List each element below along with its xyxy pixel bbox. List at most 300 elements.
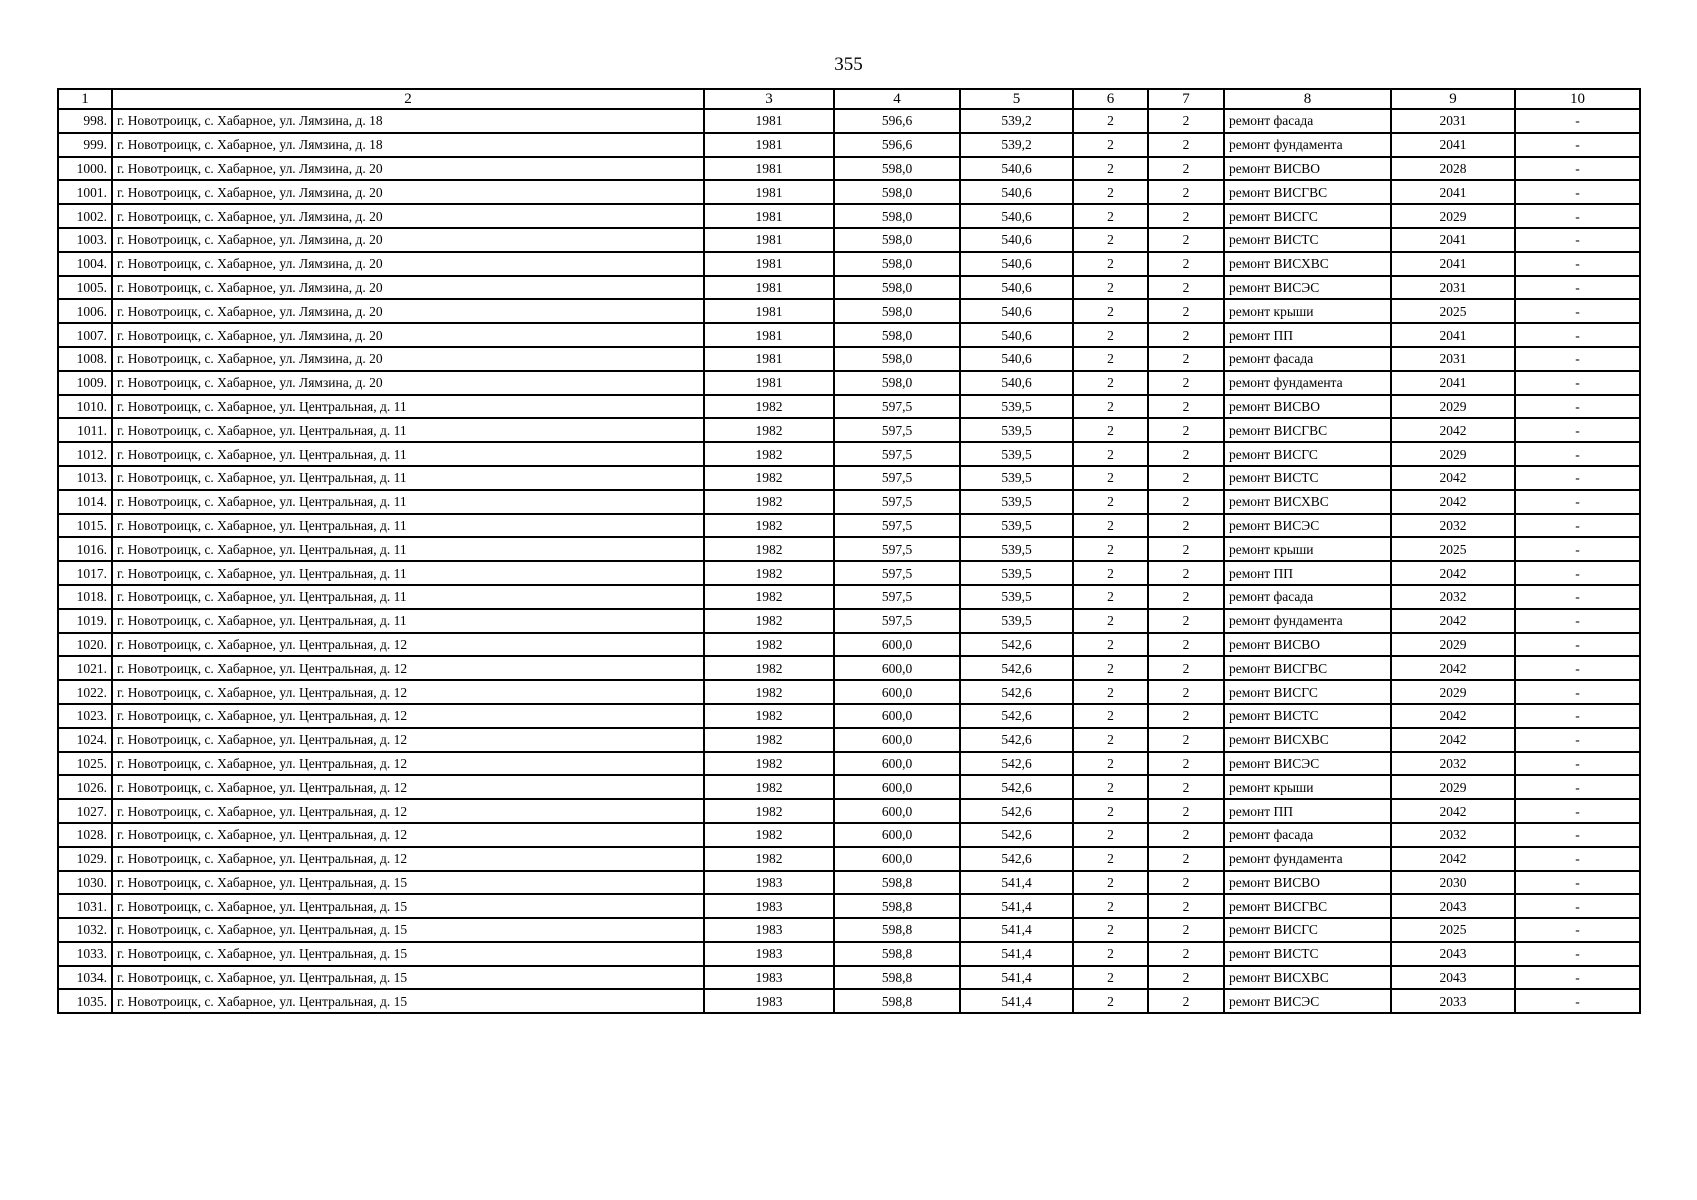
table-row (58, 633, 1640, 657)
table-row (58, 966, 1640, 990)
column-6-cell: 2 (1073, 633, 1148, 657)
column-6-cell: 2 (1073, 323, 1148, 347)
year-built-cell: 1982 (704, 537, 834, 561)
living-area-cell: 542,6 (960, 656, 1073, 680)
planned-year-cell: 2029 (1391, 633, 1515, 657)
table-row (58, 442, 1640, 466)
address-cell: г. Новотроицк, с. Хабарное, ул. Центральная, д. 15 (112, 989, 704, 1013)
column-7-cell: 2 (1148, 728, 1224, 752)
living-area-cell: 542,6 (960, 752, 1073, 776)
total-area-cell: 597,5 (834, 561, 960, 585)
row-number-cell: 1022. (58, 680, 112, 704)
row-number-cell: 999. (58, 133, 112, 157)
planned-year-cell: 2041 (1391, 180, 1515, 204)
column-10-cell: - (1515, 966, 1640, 990)
column-7-cell: 2 (1148, 680, 1224, 704)
column-6-cell: 2 (1073, 704, 1148, 728)
work-type-cell: ремонт ВИСВО (1224, 157, 1391, 181)
column-6-cell: 2 (1073, 656, 1148, 680)
table-row (58, 418, 1640, 442)
row-number-cell: 998. (58, 109, 112, 133)
row-number-cell: 1010. (58, 395, 112, 419)
planned-year-cell: 2025 (1391, 537, 1515, 561)
year-built-cell: 1982 (704, 823, 834, 847)
work-type-cell: ремонт ВИСЭС (1224, 989, 1391, 1013)
column-10-cell: - (1515, 109, 1640, 133)
column-7-cell: 2 (1148, 585, 1224, 609)
living-area-cell: 539,5 (960, 442, 1073, 466)
row-number-cell: 1018. (58, 585, 112, 609)
living-area-cell: 539,5 (960, 561, 1073, 585)
work-type-cell: ремонт фасада (1224, 585, 1391, 609)
table-row (58, 989, 1640, 1013)
table-row (58, 204, 1640, 228)
total-area-cell: 598,0 (834, 299, 960, 323)
total-area-cell: 598,8 (834, 942, 960, 966)
column-6-cell: 2 (1073, 775, 1148, 799)
table-row (58, 918, 1640, 942)
year-built-cell: 1983 (704, 894, 834, 918)
living-area-cell: 539,5 (960, 395, 1073, 419)
row-number-cell: 1024. (58, 728, 112, 752)
address-cell: г. Новотроицк, с. Хабарное, ул. Лямзина, д. 20 (112, 252, 704, 276)
column-7-cell: 2 (1148, 204, 1224, 228)
column-7-cell: 2 (1148, 942, 1224, 966)
work-type-cell: ремонт ПП (1224, 799, 1391, 823)
column-7-cell: 2 (1148, 894, 1224, 918)
table-row (58, 680, 1640, 704)
column-6-cell: 2 (1073, 537, 1148, 561)
planned-year-cell: 2029 (1391, 442, 1515, 466)
column-10-cell: - (1515, 680, 1640, 704)
living-area-cell: 540,6 (960, 157, 1073, 181)
total-area-cell: 600,0 (834, 704, 960, 728)
column-7-cell: 2 (1148, 918, 1224, 942)
column-6-cell: 2 (1073, 966, 1148, 990)
address-cell: г. Новотроицк, с. Хабарное, ул. Центральная, д. 12 (112, 823, 704, 847)
row-number-cell: 1011. (58, 418, 112, 442)
column-6-cell: 2 (1073, 894, 1148, 918)
row-number-cell: 1004. (58, 252, 112, 276)
table-row (58, 871, 1640, 895)
planned-year-cell: 2043 (1391, 966, 1515, 990)
address-cell: г. Новотроицк, с. Хабарное, ул. Лямзина, д. 18 (112, 109, 704, 133)
column-10-cell: - (1515, 775, 1640, 799)
planned-year-cell: 2042 (1391, 609, 1515, 633)
table-row (58, 609, 1640, 633)
total-area-cell: 600,0 (834, 823, 960, 847)
year-built-cell: 1982 (704, 466, 834, 490)
row-number-cell: 1013. (58, 466, 112, 490)
living-area-cell: 541,4 (960, 894, 1073, 918)
column-7-cell: 2 (1148, 347, 1224, 371)
column-7-cell: 2 (1148, 656, 1224, 680)
column-6-cell: 2 (1073, 228, 1148, 252)
living-area-cell: 539,5 (960, 514, 1073, 538)
address-cell: г. Новотроицк, с. Хабарное, ул. Центральная, д. 12 (112, 633, 704, 657)
address-cell: г. Новотроицк, с. Хабарное, ул. Центральная, д. 11 (112, 585, 704, 609)
column-10-cell: - (1515, 514, 1640, 538)
work-type-cell: ремонт фундамента (1224, 133, 1391, 157)
address-cell: г. Новотроицк, с. Хабарное, ул. Лямзина, д. 20 (112, 180, 704, 204)
column-header-3: 3 (704, 89, 834, 109)
table-row (58, 561, 1640, 585)
year-built-cell: 1981 (704, 323, 834, 347)
living-area-cell: 540,6 (960, 371, 1073, 395)
table-row (58, 466, 1640, 490)
row-number-cell: 1014. (58, 490, 112, 514)
year-built-cell: 1981 (704, 276, 834, 300)
work-type-cell: ремонт крыши (1224, 775, 1391, 799)
column-10-cell: - (1515, 847, 1640, 871)
living-area-cell: 539,5 (960, 418, 1073, 442)
total-area-cell: 598,0 (834, 323, 960, 347)
planned-year-cell: 2030 (1391, 871, 1515, 895)
table-row (58, 847, 1640, 871)
column-6-cell: 2 (1073, 395, 1148, 419)
living-area-cell: 539,2 (960, 109, 1073, 133)
address-cell: г. Новотроицк, с. Хабарное, ул. Центральная, д. 15 (112, 966, 704, 990)
address-cell: г. Новотроицк, с. Хабарное, ул. Лямзина, д. 20 (112, 157, 704, 181)
column-7-cell: 2 (1148, 157, 1224, 181)
column-10-cell: - (1515, 585, 1640, 609)
column-7-cell: 2 (1148, 109, 1224, 133)
column-10-cell: - (1515, 323, 1640, 347)
work-type-cell: ремонт фасада (1224, 109, 1391, 133)
living-area-cell: 540,6 (960, 204, 1073, 228)
row-number-cell: 1005. (58, 276, 112, 300)
work-type-cell: ремонт ВИСВО (1224, 395, 1391, 419)
column-10-cell: - (1515, 799, 1640, 823)
table-row (58, 371, 1640, 395)
living-area-cell: 539,5 (960, 466, 1073, 490)
column-7-cell: 2 (1148, 133, 1224, 157)
planned-year-cell: 2032 (1391, 514, 1515, 538)
year-built-cell: 1981 (704, 299, 834, 323)
planned-year-cell: 2041 (1391, 252, 1515, 276)
work-type-cell: ремонт ВИСВО (1224, 633, 1391, 657)
living-area-cell: 539,2 (960, 133, 1073, 157)
work-type-cell: ремонт ВИСЭС (1224, 514, 1391, 538)
work-type-cell: ремонт ВИСГС (1224, 918, 1391, 942)
year-built-cell: 1982 (704, 585, 834, 609)
table-row (58, 704, 1640, 728)
address-cell: г. Новотроицк, с. Хабарное, ул. Лямзина, д. 20 (112, 276, 704, 300)
work-type-cell: ремонт фундамента (1224, 847, 1391, 871)
column-10-cell: - (1515, 418, 1640, 442)
column-10-cell: - (1515, 823, 1640, 847)
planned-year-cell: 2032 (1391, 823, 1515, 847)
work-type-cell: ремонт ВИСТС (1224, 228, 1391, 252)
table-row (58, 395, 1640, 419)
total-area-cell: 598,0 (834, 252, 960, 276)
total-area-cell: 597,5 (834, 442, 960, 466)
table-row (58, 228, 1640, 252)
living-area-cell: 542,6 (960, 633, 1073, 657)
address-cell: г. Новотроицк, с. Хабарное, ул. Центральная, д. 11 (112, 537, 704, 561)
column-7-cell: 2 (1148, 989, 1224, 1013)
total-area-cell: 598,0 (834, 228, 960, 252)
living-area-cell: 542,6 (960, 847, 1073, 871)
planned-year-cell: 2041 (1391, 323, 1515, 347)
planned-year-cell: 2041 (1391, 371, 1515, 395)
total-area-cell: 597,5 (834, 466, 960, 490)
address-cell: г. Новотроицк, с. Хабарное, ул. Центральная, д. 15 (112, 942, 704, 966)
table-row (58, 276, 1640, 300)
total-area-cell: 597,5 (834, 585, 960, 609)
total-area-cell: 597,5 (834, 395, 960, 419)
column-10-cell: - (1515, 656, 1640, 680)
table-header (58, 89, 1640, 109)
year-built-cell: 1982 (704, 442, 834, 466)
address-cell: г. Новотроицк, с. Хабарное, ул. Лямзина, д. 20 (112, 228, 704, 252)
column-header-5: 5 (960, 89, 1073, 109)
work-type-cell: ремонт ВИСТС (1224, 942, 1391, 966)
row-number-cell: 1008. (58, 347, 112, 371)
living-area-cell: 540,6 (960, 299, 1073, 323)
address-cell: г. Новотроицк, с. Хабарное, ул. Центральная, д. 12 (112, 680, 704, 704)
year-built-cell: 1981 (704, 157, 834, 181)
column-header-7: 7 (1148, 89, 1224, 109)
address-cell: г. Новотроицк, с. Хабарное, ул. Центральная, д. 11 (112, 514, 704, 538)
total-area-cell: 600,0 (834, 752, 960, 776)
work-type-cell: ремонт ВИСГВС (1224, 894, 1391, 918)
year-built-cell: 1981 (704, 252, 834, 276)
header-row (58, 89, 1640, 109)
column-10-cell: - (1515, 942, 1640, 966)
planned-year-cell: 2041 (1391, 133, 1515, 157)
column-6-cell: 2 (1073, 680, 1148, 704)
column-7-cell: 2 (1148, 228, 1224, 252)
column-6-cell: 2 (1073, 728, 1148, 752)
total-area-cell: 596,6 (834, 109, 960, 133)
table-row (58, 514, 1640, 538)
column-6-cell: 2 (1073, 418, 1148, 442)
address-cell: г. Новотроицк, с. Хабарное, ул. Центральная, д. 11 (112, 466, 704, 490)
column-header-6: 6 (1073, 89, 1148, 109)
column-10-cell: - (1515, 276, 1640, 300)
table-row (58, 157, 1640, 181)
column-6-cell: 2 (1073, 180, 1148, 204)
planned-year-cell: 2042 (1391, 561, 1515, 585)
column-10-cell: - (1515, 989, 1640, 1013)
work-type-cell: ремонт ВИСГВС (1224, 656, 1391, 680)
table-row (58, 942, 1640, 966)
total-area-cell: 598,8 (834, 989, 960, 1013)
work-type-cell: ремонт ПП (1224, 561, 1391, 585)
planned-year-cell: 2029 (1391, 680, 1515, 704)
year-built-cell: 1983 (704, 871, 834, 895)
row-number-cell: 1016. (58, 537, 112, 561)
column-6-cell: 2 (1073, 299, 1148, 323)
address-cell: г. Новотроицк, с. Хабарное, ул. Центральная, д. 12 (112, 847, 704, 871)
column-7-cell: 2 (1148, 442, 1224, 466)
work-type-cell: ремонт фасада (1224, 347, 1391, 371)
column-6-cell: 2 (1073, 847, 1148, 871)
living-area-cell: 540,6 (960, 180, 1073, 204)
column-7-cell: 2 (1148, 418, 1224, 442)
column-6-cell: 2 (1073, 466, 1148, 490)
year-built-cell: 1982 (704, 847, 834, 871)
table-row (58, 180, 1640, 204)
planned-year-cell: 2028 (1391, 157, 1515, 181)
column-7-cell: 2 (1148, 299, 1224, 323)
total-area-cell: 600,0 (834, 847, 960, 871)
work-type-cell: ремонт ВИСТС (1224, 466, 1391, 490)
year-built-cell: 1981 (704, 133, 834, 157)
table-row (58, 347, 1640, 371)
column-header-4: 4 (834, 89, 960, 109)
total-area-cell: 598,0 (834, 157, 960, 181)
address-cell: г. Новотроицк, с. Хабарное, ул. Центральная, д. 12 (112, 775, 704, 799)
column-7-cell: 2 (1148, 252, 1224, 276)
living-area-cell: 540,6 (960, 228, 1073, 252)
column-10-cell: - (1515, 252, 1640, 276)
column-7-cell: 2 (1148, 823, 1224, 847)
row-number-cell: 1023. (58, 704, 112, 728)
living-area-cell: 541,4 (960, 989, 1073, 1013)
total-area-cell: 600,0 (834, 680, 960, 704)
year-built-cell: 1982 (704, 633, 834, 657)
column-6-cell: 2 (1073, 942, 1148, 966)
column-6-cell: 2 (1073, 585, 1148, 609)
planned-year-cell: 2041 (1391, 228, 1515, 252)
column-10-cell: - (1515, 561, 1640, 585)
table-row (58, 752, 1640, 776)
total-area-cell: 598,0 (834, 371, 960, 395)
table-row (58, 299, 1640, 323)
total-area-cell: 598,8 (834, 918, 960, 942)
row-number-cell: 1003. (58, 228, 112, 252)
column-7-cell: 2 (1148, 323, 1224, 347)
column-10-cell: - (1515, 395, 1640, 419)
work-type-cell: ремонт фундамента (1224, 609, 1391, 633)
column-10-cell: - (1515, 918, 1640, 942)
row-number-cell: 1019. (58, 609, 112, 633)
row-number-cell: 1026. (58, 775, 112, 799)
year-built-cell: 1982 (704, 418, 834, 442)
total-area-cell: 598,8 (834, 871, 960, 895)
column-header-1: 1 (58, 89, 112, 109)
planned-year-cell: 2042 (1391, 799, 1515, 823)
year-built-cell: 1982 (704, 775, 834, 799)
work-type-cell: ремонт ВИСГВС (1224, 180, 1391, 204)
address-cell: г. Новотроицк, с. Хабарное, ул. Центральная, д. 11 (112, 561, 704, 585)
year-built-cell: 1982 (704, 656, 834, 680)
year-built-cell: 1982 (704, 395, 834, 419)
work-type-cell: ремонт ВИСХВС (1224, 252, 1391, 276)
total-area-cell: 598,8 (834, 966, 960, 990)
column-10-cell: - (1515, 228, 1640, 252)
address-cell: г. Новотроицк, с. Хабарное, ул. Центральная, д. 15 (112, 894, 704, 918)
living-area-cell: 542,6 (960, 823, 1073, 847)
address-cell: г. Новотроицк, с. Хабарное, ул. Центральная, д. 11 (112, 609, 704, 633)
table-row (58, 490, 1640, 514)
total-area-cell: 597,5 (834, 609, 960, 633)
row-number-cell: 1012. (58, 442, 112, 466)
table-row (58, 109, 1640, 133)
living-area-cell: 540,6 (960, 347, 1073, 371)
column-10-cell: - (1515, 180, 1640, 204)
address-cell: г. Новотроицк, с. Хабарное, ул. Центральная, д. 12 (112, 656, 704, 680)
column-6-cell: 2 (1073, 157, 1148, 181)
row-number-cell: 1015. (58, 514, 112, 538)
year-built-cell: 1981 (704, 180, 834, 204)
total-area-cell: 600,0 (834, 799, 960, 823)
row-number-cell: 1033. (58, 942, 112, 966)
column-header-9: 9 (1391, 89, 1515, 109)
column-7-cell: 2 (1148, 490, 1224, 514)
column-10-cell: - (1515, 299, 1640, 323)
address-cell: г. Новотроицк, с. Хабарное, ул. Центральная, д. 12 (112, 704, 704, 728)
table-row (58, 323, 1640, 347)
work-type-cell: ремонт ПП (1224, 323, 1391, 347)
total-area-cell: 597,5 (834, 537, 960, 561)
year-built-cell: 1981 (704, 109, 834, 133)
year-built-cell: 1982 (704, 799, 834, 823)
planned-year-cell: 2029 (1391, 775, 1515, 799)
column-10-cell: - (1515, 133, 1640, 157)
address-cell: г. Новотроицк, с. Хабарное, ул. Центральная, д. 12 (112, 728, 704, 752)
column-6-cell: 2 (1073, 371, 1148, 395)
year-built-cell: 1982 (704, 680, 834, 704)
living-area-cell: 540,6 (960, 323, 1073, 347)
column-7-cell: 2 (1148, 704, 1224, 728)
living-area-cell: 540,6 (960, 252, 1073, 276)
work-type-cell: ремонт ВИСТС (1224, 704, 1391, 728)
column-7-cell: 2 (1148, 966, 1224, 990)
table-row (58, 537, 1640, 561)
column-7-cell: 2 (1148, 847, 1224, 871)
address-cell: г. Новотроицк, с. Хабарное, ул. Центральная, д. 12 (112, 799, 704, 823)
address-cell: г. Новотроицк, с. Хабарное, ул. Центральная, д. 15 (112, 918, 704, 942)
row-number-cell: 1030. (58, 871, 112, 895)
row-number-cell: 1034. (58, 966, 112, 990)
work-type-cell: ремонт ВИСВО (1224, 871, 1391, 895)
year-built-cell: 1981 (704, 228, 834, 252)
column-header-2: 2 (112, 89, 704, 109)
column-10-cell: - (1515, 871, 1640, 895)
column-10-cell: - (1515, 728, 1640, 752)
planned-year-cell: 2042 (1391, 466, 1515, 490)
planned-year-cell: 2043 (1391, 942, 1515, 966)
living-area-cell: 539,5 (960, 585, 1073, 609)
table-row (58, 823, 1640, 847)
work-type-cell: ремонт ВИСГС (1224, 204, 1391, 228)
column-7-cell: 2 (1148, 633, 1224, 657)
living-area-cell: 542,6 (960, 799, 1073, 823)
total-area-cell: 600,0 (834, 633, 960, 657)
column-10-cell: - (1515, 633, 1640, 657)
planned-year-cell: 2032 (1391, 585, 1515, 609)
column-7-cell: 2 (1148, 466, 1224, 490)
living-area-cell: 541,4 (960, 871, 1073, 895)
table-row (58, 728, 1640, 752)
column-7-cell: 2 (1148, 609, 1224, 633)
page-number: 355 (834, 54, 863, 75)
address-cell: г. Новотроицк, с. Хабарное, ул. Лямзина, д. 20 (112, 299, 704, 323)
year-built-cell: 1983 (704, 966, 834, 990)
living-area-cell: 541,4 (960, 942, 1073, 966)
column-10-cell: - (1515, 894, 1640, 918)
year-built-cell: 1982 (704, 752, 834, 776)
address-cell: г. Новотроицк, с. Хабарное, ул. Центральная, д. 12 (112, 752, 704, 776)
column-7-cell: 2 (1148, 871, 1224, 895)
address-cell: г. Новотроицк, с. Хабарное, ул. Лямзина, д. 20 (112, 347, 704, 371)
year-built-cell: 1982 (704, 704, 834, 728)
column-10-cell: - (1515, 537, 1640, 561)
row-number-cell: 1020. (58, 633, 112, 657)
